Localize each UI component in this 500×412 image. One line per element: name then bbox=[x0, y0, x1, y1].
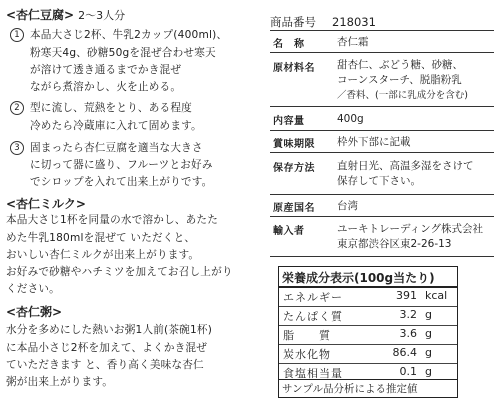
step-3-number: 3 bbox=[10, 141, 24, 155]
nutrient-unit: g bbox=[425, 346, 432, 359]
info-key: 賞味期限 bbox=[270, 131, 334, 153]
nutrient-name: 脂 質 bbox=[283, 329, 331, 342]
step-1-line: が溶けて透き通るまでかき混ぜ bbox=[30, 64, 182, 76]
nutrition-row bbox=[279, 345, 457, 362]
step-1-line: 粉寒天4g、砂糖50gを混ぜ合わせ寒天 bbox=[30, 47, 216, 59]
info-value: 400g bbox=[337, 113, 364, 125]
product-number-header bbox=[270, 14, 494, 30]
info-key: 保存方法 bbox=[270, 153, 334, 195]
tofu-recipe-title: <杏仁豆腐> 2～3人分 bbox=[6, 8, 126, 22]
nutrition-row bbox=[279, 288, 457, 305]
nutrition-title: 栄養成分表示(100g当たり) bbox=[279, 267, 457, 288]
nutrient-value: 391 bbox=[396, 289, 417, 302]
info-value: コーンスターチ、脱脂粉乳 bbox=[337, 74, 462, 86]
nutrition-row bbox=[279, 307, 457, 324]
nutrition-row bbox=[279, 326, 457, 343]
product-info-table bbox=[270, 30, 494, 257]
info-value: 甜杏仁、ぶどう糖、砂糖、 bbox=[337, 59, 463, 71]
info-key: 内容量 bbox=[270, 107, 334, 131]
step-1-line: ながら煮溶かし、火を止める。 bbox=[30, 81, 182, 93]
info-key: 名 称 bbox=[270, 31, 334, 53]
nutrient-value: 3.6 bbox=[399, 327, 417, 340]
porridge-line: 粥が出来上がります。 bbox=[6, 376, 114, 388]
nutrient-value: 3.2 bbox=[399, 308, 417, 321]
info-value: 直射日光、高温多湿をさけて bbox=[337, 160, 474, 172]
nutrition-footer: サンプル品分析による推定値 bbox=[279, 379, 457, 397]
milk-recipe-title: <杏仁ミルク> bbox=[6, 197, 86, 211]
milk-line: おいしい杏仁ミルクが出来上がります。 bbox=[6, 249, 200, 261]
nutrient-value: 86.4 bbox=[392, 346, 417, 359]
info-row bbox=[270, 131, 494, 153]
porridge-line: ていただきます と、香り高く美味な杏仁 bbox=[6, 359, 204, 371]
step-2-line: 型に流し、荒熱をとり、ある程度 bbox=[30, 102, 192, 114]
porridge-line: 水分を多めにした熱いお粥1人前(茶碗1杯) bbox=[6, 324, 213, 336]
info-value: 台湾 bbox=[337, 200, 358, 212]
step-1-line: 本品大さじ2杯、牛乳2カップ(400ml)、 bbox=[30, 29, 228, 41]
milk-line: めた牛乳180mlを混ぜて いただくと、 bbox=[6, 232, 196, 244]
nutrition-facts-box bbox=[278, 266, 458, 398]
nutrient-unit: g bbox=[425, 308, 432, 321]
info-row bbox=[270, 107, 494, 131]
nutrient-name: 食塩相当量 bbox=[283, 367, 343, 380]
info-value: ／香料、(一部に乳成分を含む) bbox=[337, 90, 468, 101]
info-value: ユーキトレーディング株式会社 bbox=[337, 223, 483, 235]
porridge-recipe-title: <杏仁粥> bbox=[6, 305, 63, 319]
milk-line: ください。 bbox=[6, 283, 60, 295]
nutrient-unit: g bbox=[425, 327, 432, 340]
nutrient-name: エネルギー bbox=[283, 291, 343, 304]
step-2-number: 2 bbox=[10, 101, 24, 115]
nutrient-value: 0.1 bbox=[399, 365, 417, 378]
nutrient-unit: g bbox=[425, 365, 432, 378]
product-number-label: 商品番号 bbox=[270, 15, 316, 29]
info-value: 杏仁霜 bbox=[337, 36, 369, 48]
info-value: 枠外下部に記載 bbox=[337, 136, 411, 148]
step-1-number: 1 bbox=[10, 28, 24, 42]
step-3-line: 固まったら杏仁豆腐を適当な大きさ bbox=[30, 142, 203, 154]
info-row bbox=[270, 217, 494, 257]
nutrient-unit: kcal bbox=[425, 289, 448, 302]
info-row bbox=[270, 53, 494, 107]
info-row bbox=[270, 153, 494, 195]
info-value: 保存して下さい。 bbox=[337, 175, 421, 187]
step-2-line: 冷めたら冷蔵庫に入れて固めます。 bbox=[30, 120, 202, 132]
milk-line: 本品大さじ1杯を同量の水で溶かし、あたた bbox=[6, 214, 219, 226]
info-row bbox=[270, 195, 494, 217]
step-3-line: に切って器に盛り、フルーツとお好み bbox=[30, 159, 213, 171]
info-key: 輸入者 bbox=[270, 217, 334, 257]
info-row bbox=[270, 31, 494, 53]
step-3-line: でシロップを入れて出来上がりです。 bbox=[30, 176, 213, 188]
nutrient-name: たんぱく質 bbox=[283, 310, 343, 323]
porridge-line: に本品小さじ2杯を加えて、よくかき混ぜ bbox=[6, 342, 208, 354]
info-key: 原材料名 bbox=[270, 53, 334, 107]
info-key: 原産国名 bbox=[270, 195, 334, 217]
info-value: 東京都渋谷区東2-26-13 bbox=[337, 238, 452, 250]
milk-line: お好みで砂糖やハチミツを加えてお召し上がり bbox=[6, 266, 233, 278]
product-number: 218031 bbox=[332, 15, 376, 29]
nutrient-name: 炭水化物 bbox=[283, 348, 331, 361]
